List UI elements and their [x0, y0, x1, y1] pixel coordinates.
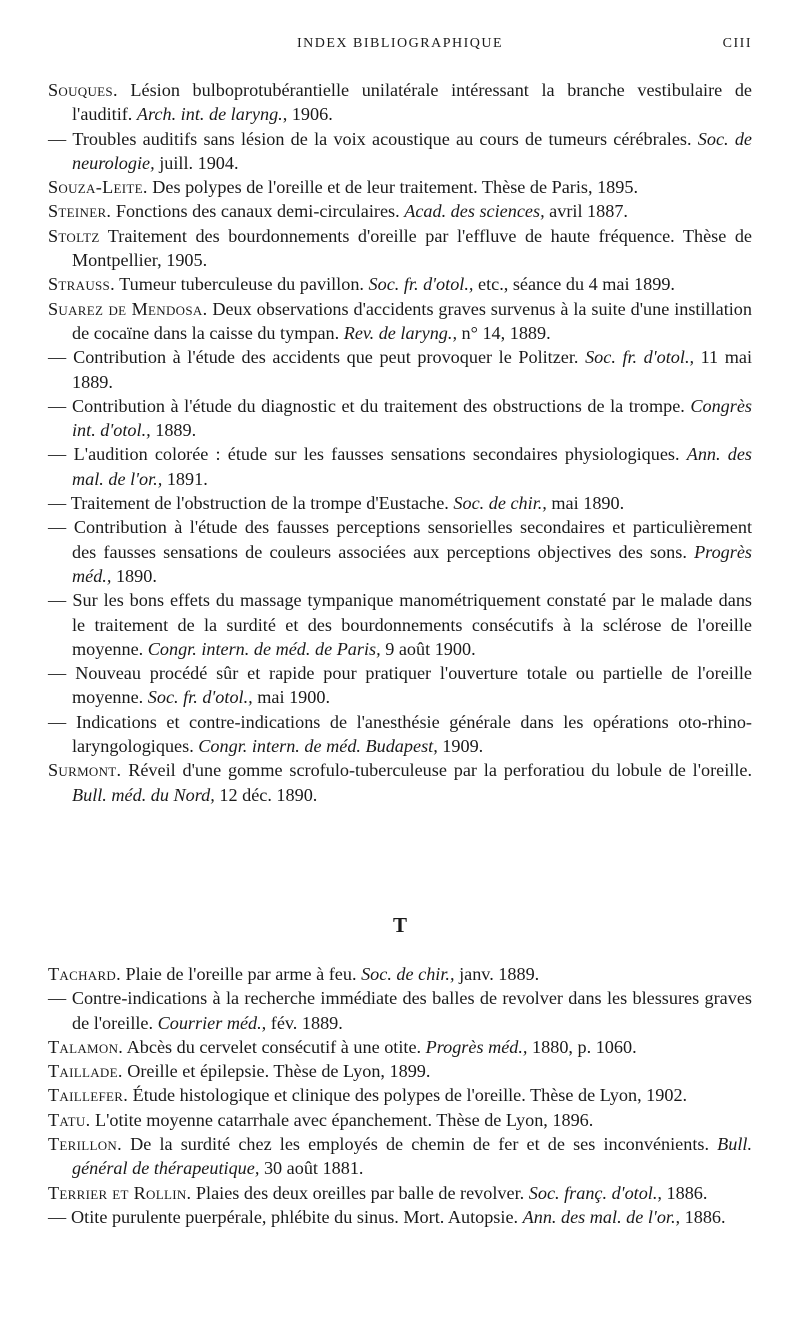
bibliography-entry	[48, 272, 752, 296]
entry-text: Tumeur tuberculeuse du pavillon.	[114, 274, 369, 295]
entry-text: Contribution à l'étude du diagnostic et du traitement des obstructions de la trompe.	[66, 395, 691, 416]
page-number: CIII	[722, 36, 752, 51]
entry-text: Traitement de l'obstruction de la trompe d'Eustache.	[66, 493, 454, 514]
entry-author: Taillefer.	[48, 1085, 129, 1106]
bibliography-entry	[48, 1181, 752, 1205]
entry-tail: janv. 1889.	[454, 964, 540, 984]
entry-source: Courrier méd.,	[157, 1012, 267, 1033]
entry-source: Rev. de laryng.,	[343, 322, 457, 343]
entry-author: Tachard.	[48, 964, 121, 984]
bibliography-entry	[48, 345, 752, 394]
entry-tail: juill. 1904.	[154, 152, 239, 173]
bibliography-entry	[48, 127, 752, 176]
bibliography-entry	[48, 491, 752, 515]
entry-author: —	[48, 988, 67, 1009]
entry-source: Ann. des mal. de l'or.,	[72, 444, 752, 489]
running-header	[48, 36, 752, 60]
entry-tail: fév. 1889.	[266, 1012, 343, 1033]
bibliography-entry	[48, 78, 752, 127]
bibliography-entry	[48, 1083, 752, 1107]
entry-author: —	[48, 663, 67, 684]
entry-source: Soc. fr. d'otol.,	[147, 687, 253, 708]
entry-text: Réveil d'une gomme scrofulo-tuberculeuse par la perforatiou du lobule de l'oreille.	[121, 760, 752, 781]
bibliography-entry	[48, 1035, 752, 1059]
entry-author: Steiner.	[48, 201, 112, 222]
entry-text: L'otite moyenne catarrhale avec épanchement. Thèse de Lyon, 1896.	[90, 1109, 594, 1130]
bibliography-entry	[48, 1108, 752, 1132]
letter-heading: T	[392, 913, 407, 937]
entry-text: L'audition colorée : étude sur les fausses sensations secondaires physiologiques.	[66, 444, 687, 465]
entry-text: Contre-indications à la recherche immédiate des balles de revolver dans les blessures graves de l'oreille.	[66, 988, 752, 1033]
entry-source: Congr. intern. de méd. Budapest,	[198, 736, 438, 757]
bibliography-entry	[48, 442, 752, 491]
entry-tail: 11 mai 1889.	[72, 347, 752, 392]
entry-text: De la surdité chez les employés de chemin de fer et de ses inconvénients.	[121, 1134, 718, 1155]
entry-source: Congrès int. d'otol.,	[72, 395, 752, 441]
entry-text: Contribution à l'étude des accidents que peut provoquer le Politzer.	[66, 347, 586, 368]
entry-author: —	[48, 517, 67, 538]
entry-source: Progrès méd.,	[425, 1036, 528, 1057]
entry-text: Oreille et épilepsie. Thèse de Lyon, 1899.	[122, 1061, 431, 1082]
entry-tail: 1889.	[150, 420, 197, 441]
entry-text: Des polypes de l'oreille et de leur traitement. Thèse de Paris, 1895.	[147, 177, 639, 198]
entry-source: Acad. des sciences,	[404, 201, 545, 222]
entry-tail: 9 août 1900.	[380, 638, 476, 659]
entry-text: Étude histologique et clinique des polypes de l'oreille. Thèse de Lyon, 1902.	[128, 1085, 688, 1106]
entry-author: Suarez de Mendosa.	[48, 298, 208, 319]
entry-tail: 30 août 1881.	[259, 1158, 364, 1179]
entry-source: Soc. de chir.,	[453, 493, 547, 514]
entry-tail: 1909.	[437, 736, 484, 757]
bibliography-entry	[48, 1132, 752, 1181]
entry-author: Souza-Leite.	[48, 177, 148, 198]
entry-text: Deux observations d'accidents graves survenus à la suite d'une instillation de cocaïne dans la caisse du tympan.	[72, 298, 752, 343]
entry-author: Talamon.	[48, 1036, 124, 1057]
entry-author: Terrier et Rollin.	[48, 1182, 192, 1203]
entry-tail: n° 14, 1889.	[457, 322, 551, 343]
entry-author: Strauss.	[48, 274, 115, 295]
entry-text: Abcès du cervelet consécutif à une otite.	[123, 1036, 426, 1057]
entry-source: Progrès méd.,	[72, 541, 752, 586]
entry-author: —	[48, 493, 67, 514]
entry-source: Soc. de chir.,	[361, 964, 455, 984]
entry-source: Bull. méd. du Nord,	[72, 784, 215, 805]
entry-text: Troubles auditifs sans lésion de la voix acoustique au cours de tumeurs cérébrales.	[66, 128, 698, 149]
entry-tail: 1886.	[680, 1206, 726, 1227]
entry-author: —	[48, 711, 67, 732]
bibliography-entry	[48, 661, 752, 710]
entry-author: Surmont.	[48, 760, 122, 781]
entry-author: —	[48, 590, 67, 611]
bibliography-entry	[48, 1205, 752, 1229]
entry-source: Bull. général de thérapeutique,	[72, 1134, 752, 1179]
entry-text: Plaie de l'oreille par arme à feu.	[120, 964, 362, 984]
entry-tail: mai 1890.	[546, 493, 625, 514]
entry-author: —	[48, 347, 67, 368]
entry-text: Indications et contre-indications de l'anesthésie générale dans les opérations oto-rhino-laryngologiques.	[66, 711, 752, 757]
entry-tail: mai 1900.	[252, 687, 330, 708]
section-t-entries	[48, 962, 752, 1229]
bibliography-entry	[48, 710, 752, 759]
running-title: INDEX BIBLIOGRAPHIQUE	[296, 36, 504, 51]
entry-source: Ann. des mal. de l'or.,	[522, 1206, 681, 1227]
bibliography-entry	[48, 986, 752, 1035]
entry-text: Sur les bons effets du massage tympanique manométriquement constaté par le malade dans le traitement de la surdité et des bourdonnements consécutifs à la sclérose de l'oreille moyenne.	[66, 590, 752, 659]
entry-author: Stoltz	[48, 225, 100, 246]
entry-author: —	[48, 128, 67, 149]
bibliography-entry	[48, 224, 752, 273]
entry-author: Taillade.	[48, 1061, 123, 1082]
entry-source: Soc. fr. d'otol.,	[368, 274, 474, 295]
bibliography-entry	[48, 1059, 752, 1083]
entry-author: —	[48, 444, 67, 465]
entry-text: Plaies des deux oreilles par balle de revolver.	[191, 1182, 529, 1203]
entry-tail: etc., séance du 4 mai 1899.	[473, 274, 675, 295]
entry-tail: 12 déc. 1890.	[214, 784, 318, 805]
bibliography-entry	[48, 199, 752, 223]
bibliography-entry	[48, 394, 752, 443]
entry-author: Souques.	[48, 80, 118, 100]
bibliography-entry	[48, 758, 752, 807]
bibliography-entry	[48, 588, 752, 661]
entry-text: Otite purulente puerpérale, phlébite du sinus. Mort. Autopsie.	[66, 1206, 523, 1227]
section-s-entries	[48, 78, 752, 807]
entry-tail: 1890.	[111, 565, 157, 586]
bibliography-entry	[48, 175, 752, 199]
entry-text: Lésion bulboprotubérantielle unilatérale intéressant la branche vestibulaire de l'auditif.	[72, 80, 752, 125]
bibliography-entry	[48, 515, 752, 588]
entry-tail: 1880, p. 1060.	[527, 1036, 637, 1057]
entry-text: Nouveau procédé sûr et rapide pour pratiquer l'ouverture totale ou partielle de l'oreille moyenne.	[66, 663, 752, 708]
entry-tail: avril 1887.	[544, 201, 628, 222]
entry-source: Congr. intern. de méd. de Paris,	[147, 638, 381, 659]
entry-text: Traitement des bourdonnements d'oreille par l'effluve de haute fréquence. Thèse de Montpellier, 1905.	[72, 225, 752, 271]
entry-source: Soc. fr. d'otol.,	[585, 347, 695, 368]
entry-source: Soc. franç. d'otol.,	[528, 1182, 662, 1203]
entry-text: Fonctions des canaux demi-circulaires.	[111, 201, 405, 222]
entry-author: —	[48, 1206, 67, 1227]
entry-tail: , 1906.	[282, 104, 333, 125]
entry-tail: 1891.	[162, 468, 208, 489]
entry-tail: 1886.	[661, 1182, 708, 1203]
entry-source: Soc. de neurologie,	[72, 128, 752, 173]
entry-author: Tatu.	[48, 1109, 91, 1130]
entry-author: Terillon.	[48, 1134, 122, 1155]
entry-author: —	[48, 395, 67, 416]
entry-source: Arch. int. de laryng.	[136, 104, 283, 125]
entry-text: Contribution à l'étude des fausses perceptions sensorielles secondaires et particulièrement des fausses sensations de couleurs associées aux perceptions objectives des sons.	[66, 517, 752, 562]
bibliography-entry	[48, 297, 752, 346]
bibliography-entry	[48, 962, 752, 986]
